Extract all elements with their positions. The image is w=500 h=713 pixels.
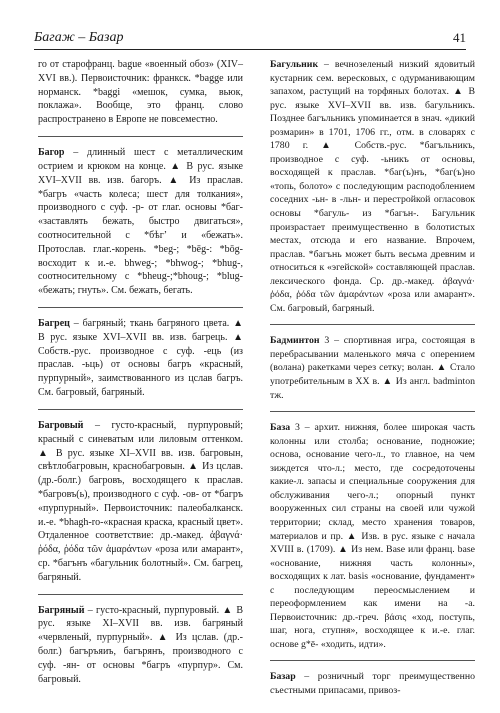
- left-column: [38, 58, 243, 687]
- entry-text: – густо-красный, пурпуровый; красный с синеватым или лиловым оттенком. ▲ В рус. языке XI–XVII вв. изв. багровын, свѣтлобагровын, краснобагровын. ▲ Из цслав. (др.-болг.) багровъ, восходящего к праслав. *багровъ(ь), производного с суф. -ов- от *багръ «пурпурный». Первоисточник: палеобалканск. и.-е. *bhagh-ro-«красная краска, красный цвет». Отдаленное соответствие: др.-макед. ἀβαγνά· ῥόδα, ῥόδα τῶν ἀμαράντων «роза или амарант», ср. *багънъ «багульник болотный». См. багрец, багряный.: [38, 419, 243, 583]
- entry-headword: Багровый: [38, 419, 84, 431]
- entry-headword: База: [270, 422, 291, 434]
- entry-text: – розничный торг преимущественно съестными припасами, привоз-: [270, 671, 475, 696]
- entry-divider: [270, 660, 475, 661]
- page-number: 41: [453, 30, 466, 45]
- entry-text: – багряный; ткань багряного цвета. ▲ В рус. языке XVI–XVII вв. изв. багрець. ▲ Собств.-рус. производное с суф. -ець (из праслав. -ьць) от основы багръ «красный, пурпурный», заимствованного из цслав багръ. См. багровый, багряный.: [38, 318, 243, 399]
- right-column: [270, 58, 475, 698]
- entry-divider: [270, 411, 475, 412]
- entry-headword: Багряный: [38, 604, 85, 616]
- entry-continuation: [38, 58, 243, 127]
- entry-divider: [270, 324, 475, 325]
- entry-bagulnik: [270, 58, 475, 315]
- entry-headword: Багульник: [270, 59, 319, 70]
- entry-text: – длинный шест с металлическим острием и крюком на конце. ▲ В рус. языке XVI–XVII вв. изв. багоръ. ▲ Из праслав. *багръ «часть колеса; шест для толкания», производного с суф. -р- от глаг. основы *баг- «заставлять бежать, быстро двигаться», соотносительной с *бѣгʼ и «бежать». Протослав. глаг.-корень. *beg-; *bēg-: *bōg- восходит к и.-е. bhweg-; *bhwog-; *bhug-, соотносительному с *bheug-;*bhoug-; *blug- «бежать; гнуть». См. бежать, бегать.: [38, 147, 243, 297]
- entry-divider: [38, 594, 243, 595]
- entry-divider: [38, 307, 243, 308]
- entry-baza: [270, 421, 475, 651]
- entry-text: 3 – архит. нижняя, более широкая часть колонны или столба; основание, подножие; основа, основание чего-л., то главное, на чем зиждется что-л.; место, где сосредоточены какие-л. запасы и специальные сооружения для обслуживания чего-л.; опорный пункт вооруженных сил страны на своей или чужой территории; склад, место хранения товаров, материалов и пр. ▲ Изв. в рус. языке с начала XVIII в. (1709). ▲ Из нем. Base или франц. base «основание, нижняя часть колонны», восходящих к лат. basis «основание, фундамент» с последующим переосмыслением и переоформлением как имени на -а. Первоисточник: др.-греч. βάσις «ход, поступь, шаг, нога, ступня», восходящее к и.-е. глаг. основе g*ē- «ходить, идти».: [270, 422, 475, 650]
- running-header: [34, 28, 466, 50]
- entry-divider: [38, 409, 243, 410]
- entry-bazar: [270, 670, 475, 697]
- entry-divider: [38, 136, 243, 137]
- entry-text: – густо-красный, пурпуровый. ▲ В рус. языке XI–XVII вв. изв. багряный «червленый, пурпурный». ▲ Из цслав. (др.-болг.) багъръяиъ, багърянъ, производного с суф. -ян- от основы *багръ «пурпур». См. багровый.: [38, 604, 243, 685]
- entry-headword: Бадминтон: [270, 335, 320, 347]
- entry-bagrec: [38, 317, 243, 400]
- entry-bagrovyj: [38, 419, 243, 585]
- entry-bagrjanyj: [38, 604, 243, 687]
- running-title: Багаж – Базар: [34, 30, 124, 45]
- entry-headword: Багрец: [38, 318, 70, 329]
- entry-text: – вечнозеленый низкий ядовитый кустарник сем. вересковых, с одурманивающим запахом, растущий на торфяных болотах. ▲ В рус. языке XVI–XVII вв. изв. багульникъ. Позднее багъльникъ упоминается в знач. «дикий розмарин» в 1701, 1706 гг., отм. в словарях с 1780 г. ▲ Собств.-рус. *багъльникъ, производное с суф. -ьникъ от основы, восходящей к праслав. *баг(ъ)нъ, *баг(ъ)но «топь, болото» с последующим расподоблением соседних -ьн- в -льн- и перестройкой огласовок основы *багуль- из *багън-. Багульник произрастает преимущественно в болотистых местах, отсюда и его название. Впрочем, праслав. *багънь может быть весьма древним и относиться к «эгейской» составляющей праслав. лексического фонда. Ср. др.-макед. ἀβαγνά· ῥόδα, ῥόδα τῶν ἀμαράντων «роза или амарант». См. багровый, багряный.: [270, 59, 475, 314]
- entry-headword: Базар: [270, 671, 296, 683]
- entry-text: 3 – спортивная игра, состоящая в перебрасывании маленького мяча с оперением (волана) ракетками через сетку; волан. ▲ Стало употребительным в XX в. ▲ Из англ. badminton тж.: [270, 335, 475, 401]
- entry-headword: Багор: [38, 147, 65, 159]
- entry-text: го от старофранц. bague «военный обоз» (XIV–XVI вв.). Первоисточник: франкск. *bagge или норманск. *baggi «мешок, сумка, вьюк, поклажа». Вообще, это франц. слово распространено в Европе не повсеместно.: [38, 59, 243, 126]
- entry-bagor: [38, 146, 243, 298]
- entry-badminton: [270, 334, 475, 402]
